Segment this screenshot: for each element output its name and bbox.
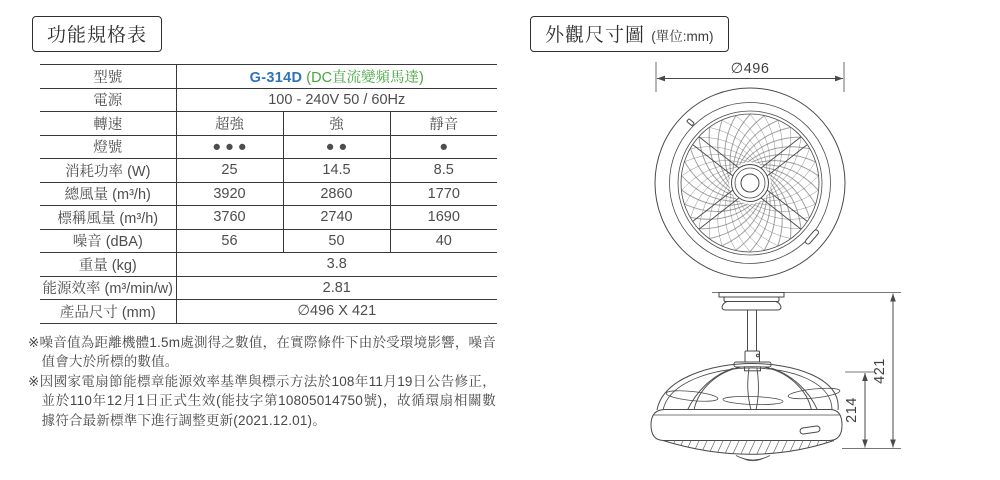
row-label: 重量 (kg) [40, 253, 176, 277]
cell-value: 40 [390, 229, 497, 253]
row-label: 能源效率 (m³/min/w) [40, 276, 176, 300]
cell-value: 8.5 [390, 159, 497, 183]
spec-table [40, 64, 497, 324]
table-row-product-size [40, 300, 497, 324]
footnote-noise: ※噪音值為距離機體1.5m處測得之數值，在實際條件下由於受環境影響，噪音值會大於所標的數值。 [28, 334, 496, 369]
table-row-weight [40, 253, 497, 277]
size-value: ∅496 X 421 [176, 300, 497, 324]
footnotes [28, 333, 496, 431]
diameter-dimension [656, 61, 844, 92]
table-row-speed [40, 112, 497, 136]
row-label: 總風量 (m³/h) [40, 182, 176, 206]
fan-front-view [655, 88, 845, 278]
cell-value: 2860 [283, 182, 390, 206]
cell-value: 56 [176, 229, 283, 253]
dimension-section-title [530, 16, 729, 52]
row-label: 標稱風量 (m³/h) [40, 206, 176, 230]
row-label: 產品尺寸 (mm) [40, 300, 176, 324]
ceiling-canopy [719, 293, 784, 311]
front-indicator-slot [805, 229, 820, 245]
row-label: 噪音 (dBA) [40, 229, 176, 253]
fan-side-view [647, 293, 901, 468]
bottom-grille [647, 439, 844, 468]
speed-col-quiet: 靜音 [390, 112, 497, 136]
table-row-indicator-lights [40, 135, 497, 159]
table-row-model [40, 65, 497, 89]
footnote-energy-standard: ※因國家電扇節能標章能源效率基準與標示方法於108年11月19日公告修正，並於110年12月1日正式生效(能技字第10805014750號)，故循環扇相關數據符合最新標準下進行調整更新(2021.12.01)。 [28, 373, 496, 428]
cell-value: 50 [283, 229, 390, 253]
total-height-label: 421 [872, 358, 888, 384]
cell-value: 1770 [390, 182, 497, 206]
spec-title-text: 功能規格表 [47, 25, 148, 46]
row-label: 轉速 [40, 112, 176, 136]
dimension-section [530, 16, 1000, 480]
table-row-energy-efficiency [40, 276, 497, 300]
body-ring [651, 410, 842, 441]
table-row-rated-airflow [40, 206, 497, 230]
table-row-power-supply [40, 88, 497, 112]
body-height-label: 214 [844, 397, 860, 423]
power-supply-value: 100 - 240V 50 / 60Hz [176, 88, 497, 112]
row-label: 型號 [40, 65, 176, 89]
light-dots-2: ●● [283, 135, 390, 159]
cell-value: 3920 [176, 182, 283, 206]
spec-section [28, 16, 500, 430]
front-latch-tick [687, 119, 695, 126]
row-label: 電源 [40, 88, 176, 112]
spec-section-title [32, 16, 162, 52]
dimension-unit-label: (單位:mm) [651, 29, 714, 44]
cell-value: 1690 [390, 206, 497, 230]
blade-cage [657, 364, 840, 411]
cell-value: 14.5 [283, 159, 390, 183]
light-dots-3: ●●● [176, 135, 283, 159]
cell-value: 3760 [176, 206, 283, 230]
table-row-total-airflow [40, 182, 497, 206]
model-motor-note: (DC直流變頻馬達) [306, 69, 424, 86]
diameter-dimension-label: ∅496 [730, 61, 770, 77]
row-label: 燈號 [40, 135, 176, 159]
light-dots-1: ● [390, 135, 497, 159]
speed-col-mid: 強 [283, 112, 390, 136]
cell-value: 25 [176, 159, 283, 183]
downrod [734, 310, 771, 371]
fan-dimension-diagram [530, 54, 1000, 480]
weight-value: 3.8 [176, 253, 497, 277]
model-code: G-314D [249, 69, 303, 86]
model-value [176, 65, 497, 89]
row-label: 消耗功率 (W) [40, 159, 176, 183]
dimension-title-text: 外觀尺寸圖 [545, 25, 646, 46]
table-row-power-consumption [40, 159, 497, 183]
fan-blade [723, 395, 783, 405]
cell-value: 2740 [283, 206, 390, 230]
body-height-dimension [844, 372, 874, 448]
efficiency-value: 2.81 [176, 276, 497, 300]
total-height-dimension [842, 294, 901, 449]
table-row-noise [40, 229, 497, 253]
fan-blade [788, 386, 841, 400]
speed-col-high: 超強 [176, 112, 283, 136]
